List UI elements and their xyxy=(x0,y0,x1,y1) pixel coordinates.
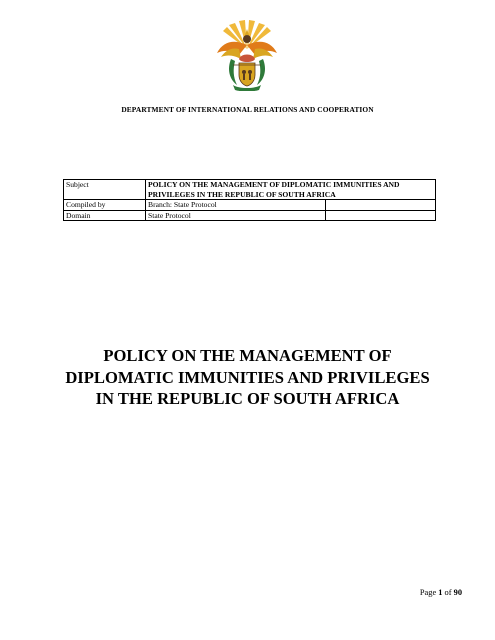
subject-label: Subject xyxy=(64,180,146,200)
coat-of-arms-icon xyxy=(209,19,285,91)
document-title xyxy=(0,345,495,410)
compiled-by-value: Branch: State Protocol xyxy=(146,200,326,211)
title-line: POLICY ON THE MANAGEMENT OF xyxy=(103,346,392,365)
table-row xyxy=(64,200,436,211)
of-label: of xyxy=(444,588,452,597)
domain-label: Domain xyxy=(64,210,146,221)
title-line: IN THE REPUBLIC OF SOUTH AFRICA xyxy=(95,389,400,408)
compiled-by-label: Compiled by xyxy=(64,200,146,211)
table-row xyxy=(64,210,436,221)
title-line: DIPLOMATIC IMMUNITIES AND PRIVILEGES xyxy=(65,367,430,387)
total-pages: 90 xyxy=(453,588,462,597)
domain-value: State Protocol xyxy=(146,210,326,221)
current-page: 1 xyxy=(438,588,443,597)
subject-value: POLICY ON THE MANAGEMENT OF DIPLOMATIC IMMUNITIES AND PRIVILEGES IN THE REPUBLIC OF SOUTH AFRICA xyxy=(146,180,436,200)
table-row xyxy=(64,180,436,200)
page-number xyxy=(420,588,462,597)
document-info-table xyxy=(63,179,436,221)
empty-cell xyxy=(326,200,436,211)
page-prefix: Page xyxy=(419,588,437,597)
empty-cell xyxy=(326,210,436,221)
department-heading: DEPARTMENT OF INTERNATIONAL RELATIONS AND COOPERATION xyxy=(121,105,374,114)
